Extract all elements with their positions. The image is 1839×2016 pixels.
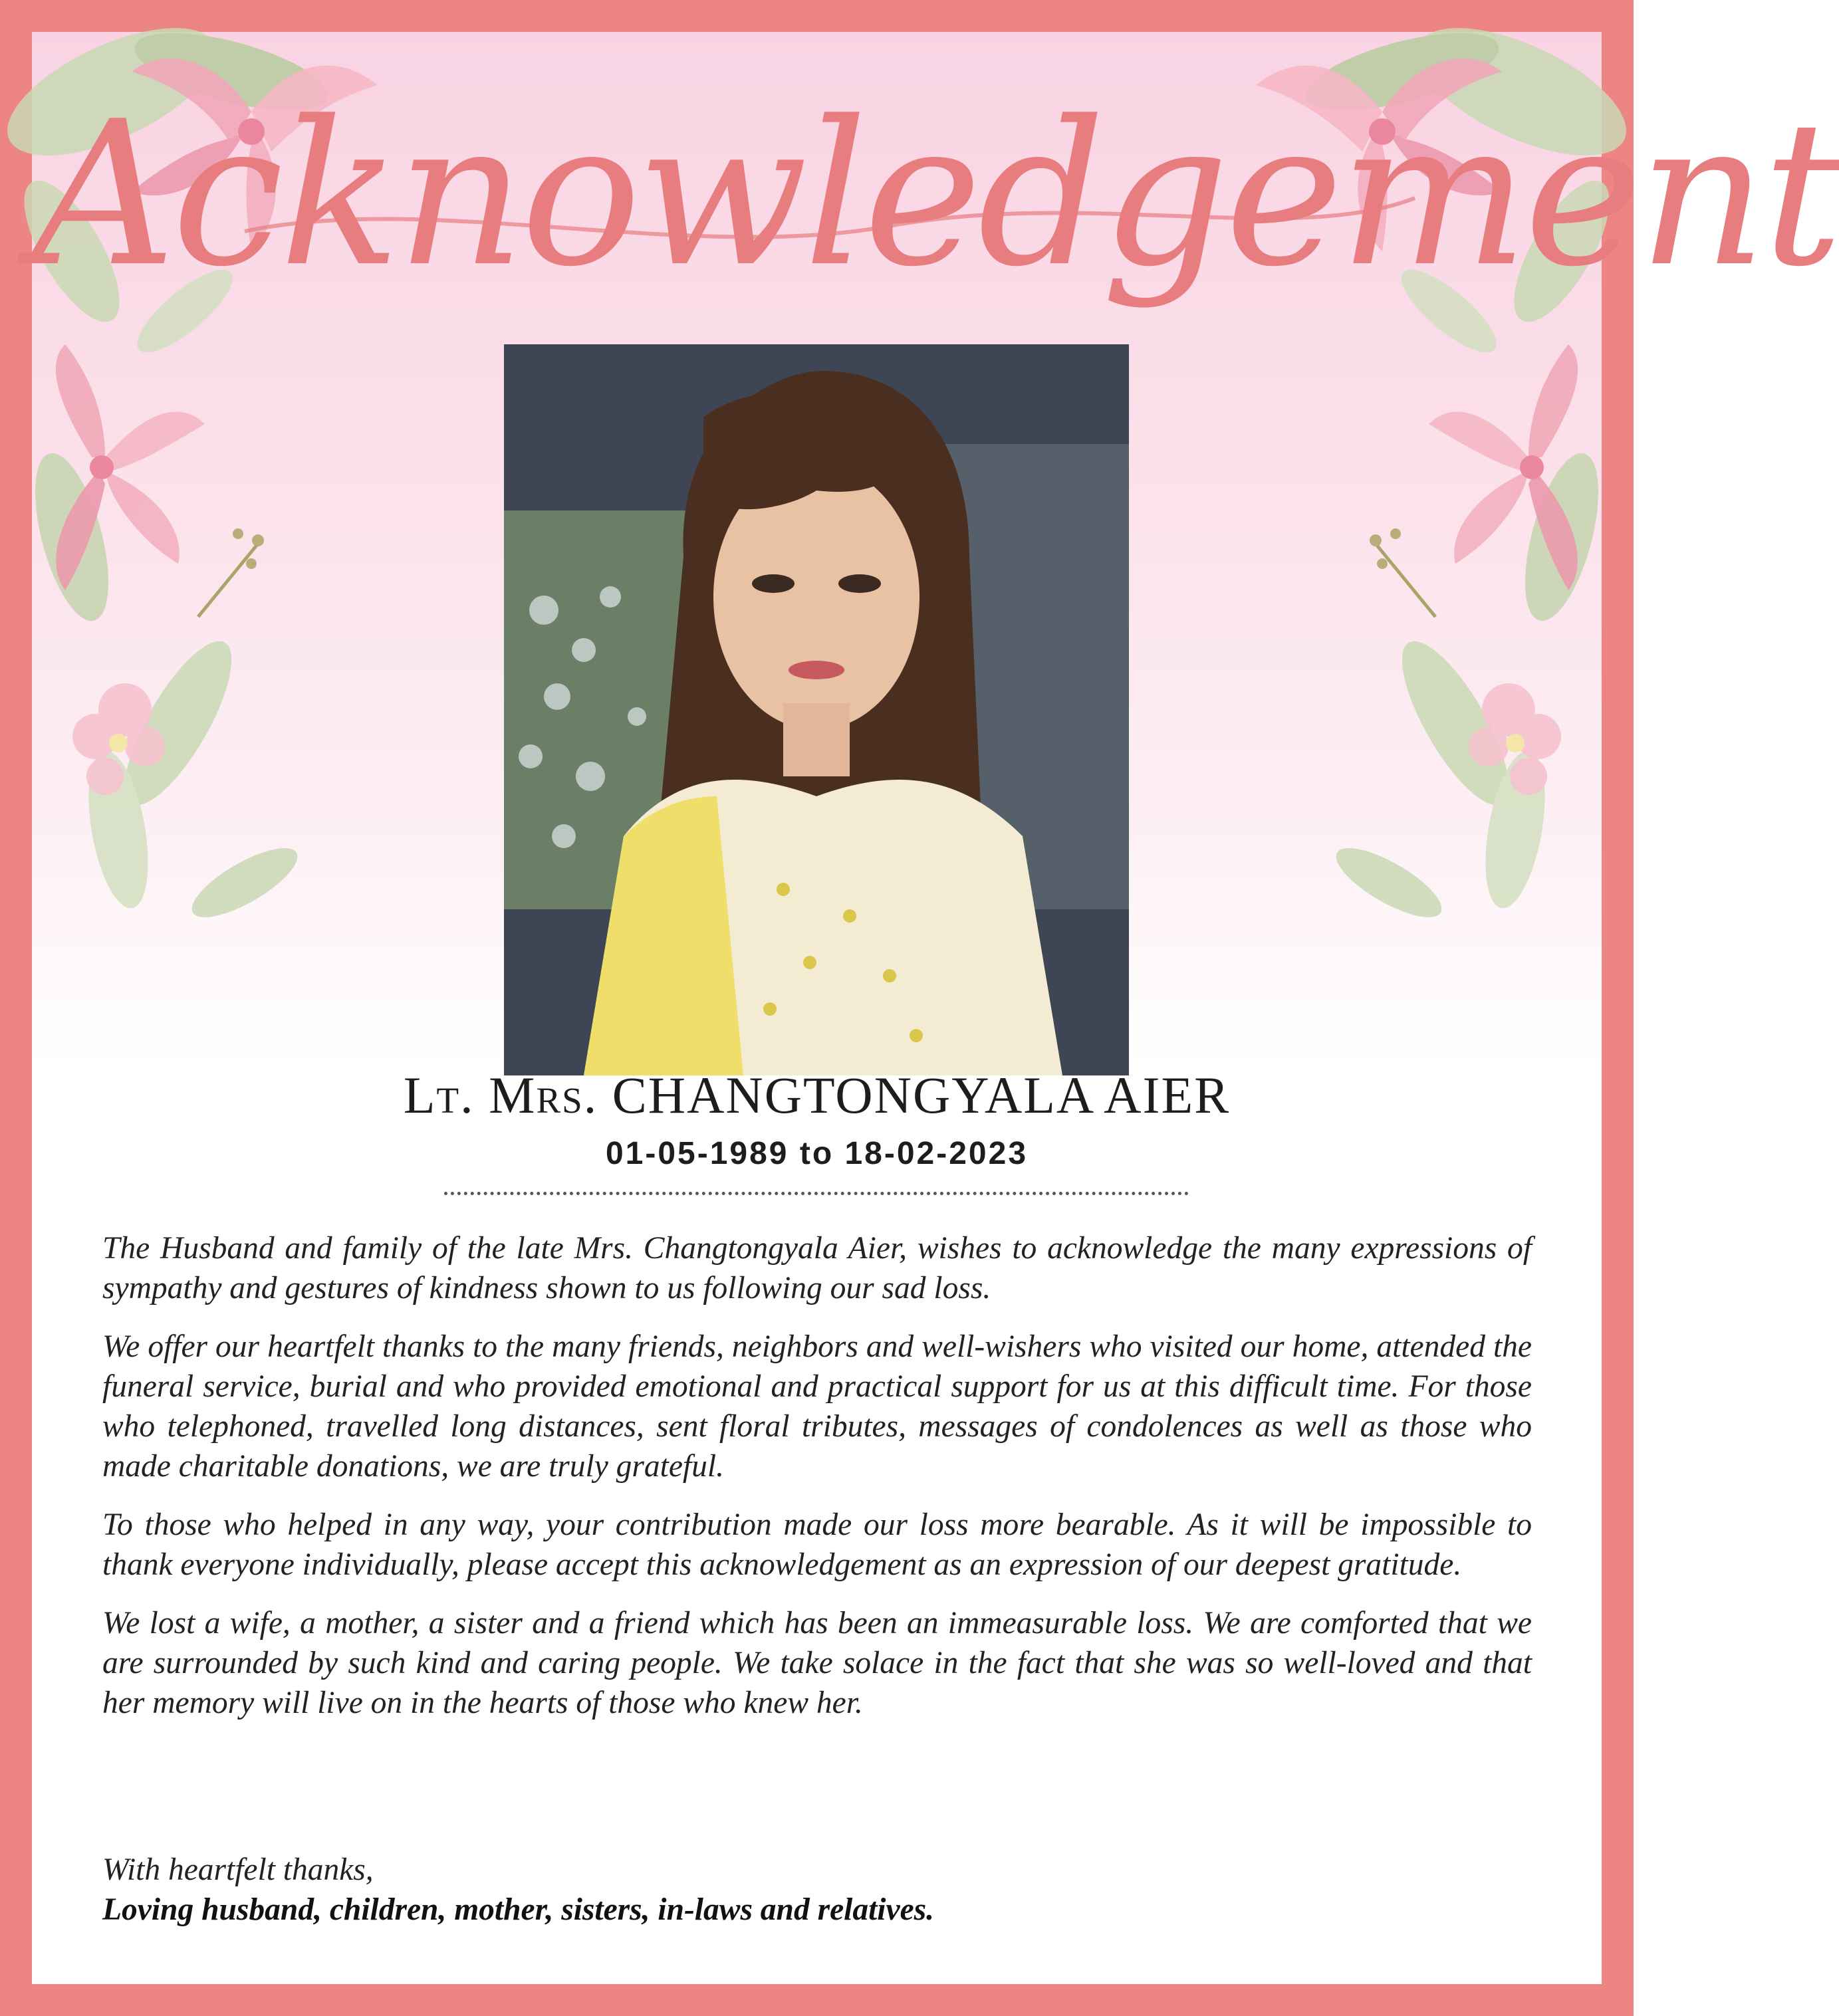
paragraph: We offer our heartfelt thanks to the many friends, neighbors and well-wishers who visited our home, attended the funeral service, burial and who provided emotional and practical support for us at this difficult time. For those who telephoned, travelled long distances, sent floral tributes, messages of condolences as well as those who made charitable donations, we are truly grateful. — [102, 1329, 1532, 1484]
dotted-divider — [444, 1192, 1189, 1195]
paragraph: We lost a wife, a mother, a sister and a friend which has been an immeasurable loss. We are comforted that we are surrounded by such kind and caring people. We take solace in the fact that she was so well-loved and that her memory will live on in the hearts of those who knew her. — [102, 1606, 1532, 1720]
life-dates: 01-05-1989 to 18-02-2023 — [605, 1136, 1029, 1171]
portrait-photo — [504, 344, 1129, 1075]
acknowledgement-body — [102, 1228, 1532, 1741]
portrait-illustration — [504, 344, 1129, 1075]
signature-block — [102, 1850, 1532, 1930]
paragraph: The Husband and family of the late Mrs. Changtongyala Aier, wishes to acknowledge the many expressions of sympathy and gestures of kindness shown to us following our sad loss. — [102, 1231, 1532, 1305]
page-title: Acknowledgement — [32, 78, 1839, 310]
paragraph: To those who helped in any way, your contribution made our loss more bearable. As it will be impossible to thank everyone individually, please accept this acknowledgement as an expression of our deepest gratitude. — [102, 1508, 1532, 1582]
signoff-line: Loving husband, children, mother, sisters, in-laws and relatives. — [102, 1892, 935, 1927]
deceased-name: Lt. Mrs. CHANGTONGYALA AIER — [403, 1066, 1231, 1124]
closing-line: With heartfelt thanks, — [102, 1852, 374, 1887]
